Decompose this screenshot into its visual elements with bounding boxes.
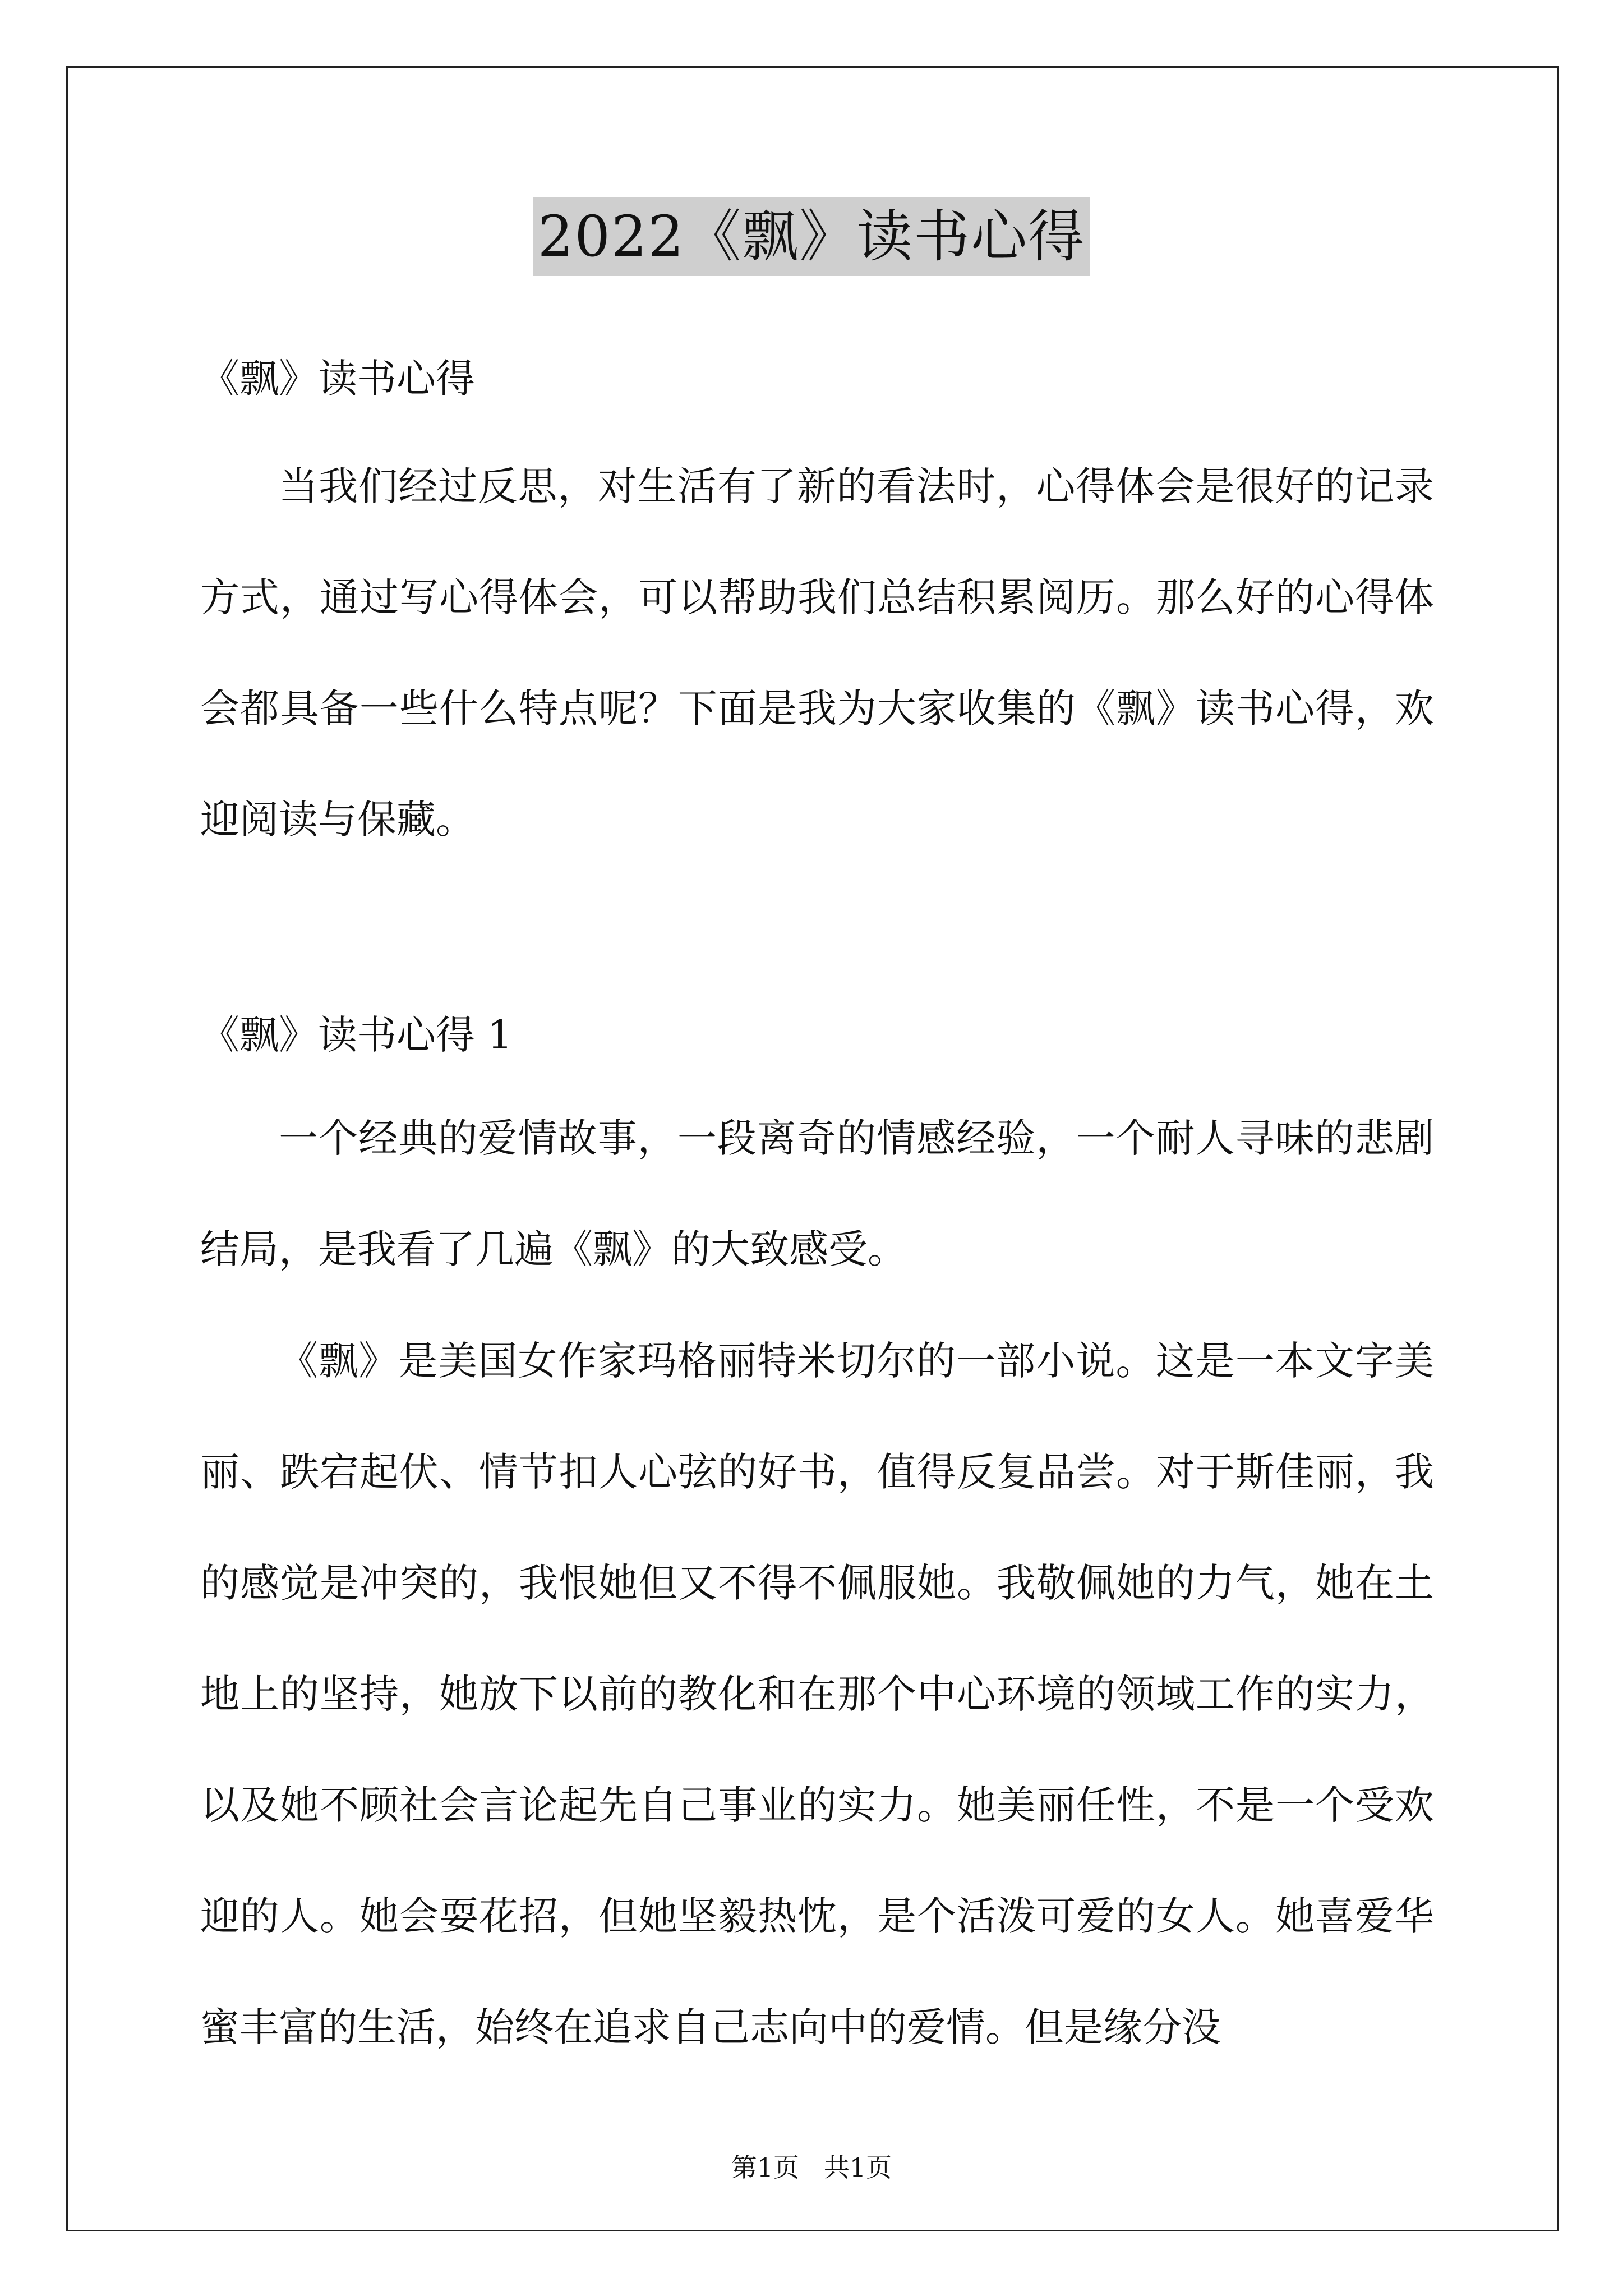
section-1-paragraph-2: 《飘》是美国女作家玛格丽特米切尔的一部小说。这是一本文字美丽、跌宕起伏、情节扣人心弦的好书，值得反复品尝。对于斯佳丽，我的感觉是冲突的，我恨她但又不得不佩服她。我敬佩她的力气，她在土地上的坚持，她放下以前的教化和在那个中心环境的领域工作的实力，以及她不顾社会言论起先自己事业的实力。她美丽任性，不是一个受欢迎的人。她会耍花招，但她坚毅热忱，是个活泼可爱的女人。她喜爱华蜜丰富的生活，始终在追求自己志向中的爱情。但是缘分没 — [200, 1338, 1434, 2050]
title-container — [0, 197, 1623, 276]
section-1-paragraph-1: 一个经典的爱情故事，一段离奇的情感经验，一个耐人寻味的悲剧结局，是我看了几遍《飘》的大致感受。 — [200, 1115, 1434, 1272]
section-1-heading: 《飘》读书心得 1 — [200, 1012, 513, 1058]
intro-paragraph: 当我们经过反思，对生活有了新的看法时，心得体会是很好的记录方式，通过写心得体会，可以帮助我们总结积累阅历。那么好的心得体会都具备一些什么特点呢？下面是我为大家收集的《飘》读书心得，欢迎阅读与保藏。 — [200, 463, 1434, 843]
page-footer: 第1页 共1页 — [731, 2152, 892, 2183]
intro-heading: 《飘》读书心得 — [200, 356, 475, 402]
document-title: 2022《飘》读书心得 — [533, 197, 1090, 276]
